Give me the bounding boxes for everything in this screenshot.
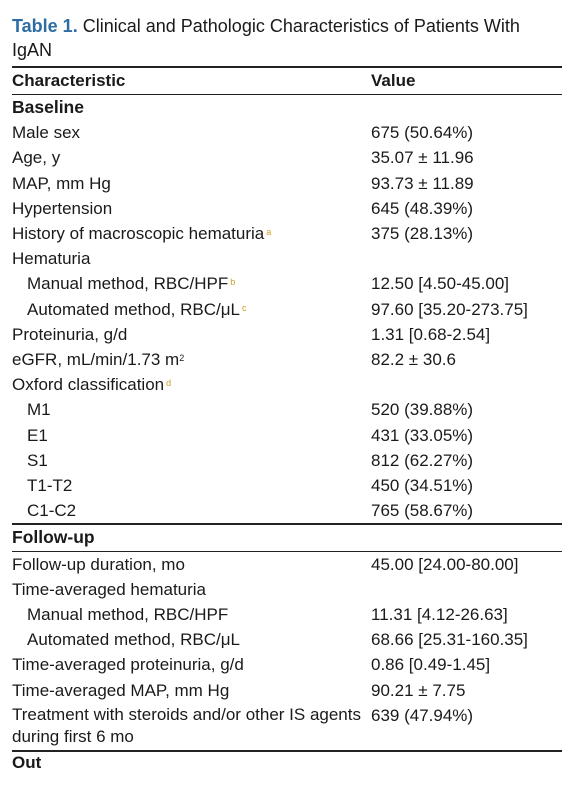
- row-label: Hypertension: [12, 198, 113, 218]
- footnote-marker: a: [266, 227, 272, 238]
- row-label-with-footnote: [12, 271, 369, 296]
- column-header-value: Value: [369, 68, 562, 95]
- table-row: [12, 145, 562, 170]
- row-label: Automated method, RBC/μL: [27, 299, 240, 319]
- table-row: [12, 627, 562, 652]
- table-title-text: Clinical and Pathologic Characteristics of Patients With IgAN: [12, 16, 520, 60]
- superscript: 2: [179, 353, 185, 364]
- table-row: [12, 397, 562, 422]
- table-row: [12, 196, 562, 221]
- row-label: Automated method, RBC/μL: [27, 630, 240, 650]
- footnote-marker: c: [241, 302, 247, 313]
- table-row: [12, 678, 562, 703]
- characteristics-table: [12, 68, 562, 750]
- row-value: 12.50 [4.50-45.00]: [371, 274, 510, 294]
- row-value: 645 (48.39%): [371, 198, 474, 218]
- table-row: [12, 652, 562, 677]
- table-row: [12, 271, 562, 296]
- section-label: Out: [12, 752, 42, 772]
- row-value: 45.00 [24.00-80.00]: [371, 554, 519, 574]
- table-row: [12, 297, 562, 322]
- table-row: [12, 322, 562, 347]
- row-value: 450 (34.51%): [371, 476, 474, 496]
- row-value: 82.2 ± 30.6: [371, 350, 456, 370]
- table-row: [12, 372, 562, 397]
- footnote-marker: b: [230, 277, 236, 288]
- row-label: Hematuria: [12, 249, 91, 269]
- row-label: Oxford classification: [12, 375, 165, 395]
- row-label-with-superscript: [12, 347, 369, 372]
- row-label: Time-averaged hematuria: [12, 579, 207, 599]
- row-value: [369, 372, 562, 397]
- row-label: Time-averaged MAP, mm Hg: [12, 680, 230, 700]
- table-row: [12, 551, 562, 577]
- row-value: 431 (33.05%): [371, 425, 474, 445]
- table-row: [12, 221, 562, 246]
- row-label: Time-averaged proteinuria, g/d: [12, 655, 244, 675]
- table-title: [12, 14, 562, 62]
- row-label: Follow-up duration, mo: [12, 554, 185, 574]
- row-label: Manual method, RBC/HPF: [27, 274, 229, 294]
- row-value: [369, 246, 562, 271]
- row-label: Proteinuria, g/d: [12, 324, 128, 344]
- row-label: Age, y: [12, 148, 61, 168]
- row-value: 639 (47.94%): [371, 705, 474, 725]
- row-label-with-footnote: [12, 221, 369, 246]
- row-value: 765 (58.67%): [371, 501, 474, 521]
- table-row: [12, 423, 562, 448]
- table-row: [12, 473, 562, 498]
- row-label: Male sex: [12, 123, 81, 143]
- row-label: E1: [27, 425, 48, 445]
- row-label: eGFR, mL/min/1.73 m: [12, 350, 180, 370]
- row-label-with-footnote: [12, 297, 369, 322]
- table-row: [12, 602, 562, 627]
- row-label: M1: [27, 400, 51, 420]
- row-value: 90.21 ± 7.75: [371, 680, 466, 700]
- row-value: [369, 577, 562, 602]
- header-row: [12, 68, 562, 95]
- row-label: C1-C2: [27, 501, 77, 521]
- row-label: S1: [27, 450, 48, 470]
- section-label: Baseline: [12, 97, 84, 117]
- footnote-marker: d: [166, 378, 172, 389]
- section-label: Follow-up: [12, 524, 562, 551]
- section-row-baseline: [12, 95, 562, 121]
- table-row: [12, 703, 562, 750]
- row-value: 1.31 [0.68-2.54]: [371, 324, 491, 344]
- table-container: [12, 14, 562, 772]
- column-header-characteristic: Characteristic: [12, 68, 369, 95]
- row-label: History of macroscopic hematuria: [12, 224, 265, 244]
- section-divider: [12, 750, 562, 752]
- row-label: MAP, mm Hg: [12, 173, 111, 193]
- table-row: [12, 246, 562, 271]
- row-label: Treatment with steroids and/or other IS agents during first 6 mo: [12, 704, 361, 746]
- table-row: [12, 120, 562, 145]
- table-row: [12, 347, 562, 372]
- row-value: 520 (39.88%): [371, 400, 474, 420]
- row-label: Manual method, RBC/HPF: [27, 605, 229, 625]
- row-value: 35.07 ± 11.96: [371, 148, 474, 168]
- table-row: [12, 498, 562, 524]
- row-value: 93.73 ± 11.89: [371, 173, 474, 193]
- table-row: [12, 577, 562, 602]
- table-row: [12, 448, 562, 473]
- row-value: 97.60 [35.20-273.75]: [371, 299, 528, 319]
- row-value: 375 (28.13%): [371, 224, 474, 244]
- row-value: 11.31 [4.12-26.63]: [371, 605, 508, 625]
- row-label: T1-T2: [27, 476, 73, 496]
- row-label-with-footnote: [12, 372, 369, 397]
- next-section-cut: [12, 752, 562, 772]
- row-value: 675 (50.64%): [371, 123, 474, 143]
- section-row-followup: [12, 524, 562, 551]
- row-value: 0.86 [0.49-1.45]: [371, 655, 491, 675]
- row-value: 812 (62.27%): [371, 450, 474, 470]
- row-value: 68.66 [25.31-160.35]: [371, 630, 528, 650]
- table-row: [12, 171, 562, 196]
- table-number: Table 1.: [12, 16, 78, 36]
